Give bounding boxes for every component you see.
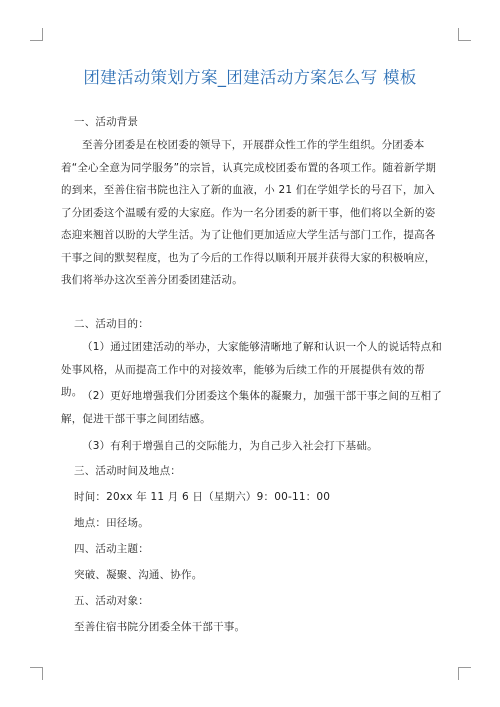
section-heading-purpose: 二、活动目的： bbox=[74, 318, 149, 330]
section-heading-theme: 四、活动主题： bbox=[74, 543, 149, 555]
paragraph-background: 至善分团委是在校团委的领导下，开展群众性工作的学生组织。分团委本着“全心全意为同学服务”的宗旨，认真完成校团委布置的各项工作。随着新学期的到来，至善住宿书院也注入了新的血液，小 21 们在学姐学长的号召下，加入了分团委这个温暖有爱的大家庭。作为一名分团委的新干事，他们将以全新的姿态迎来翘首以盼的大学生活。为了让他们更加适应大学生活与部门工作，提高各干事之间的默契程度，也为了今后的工作得以顺利开展并获得大家的积极响应，我们将举办这次至善分团委团建活动。 bbox=[61, 139, 437, 286]
theme-text: 突破、凝聚、沟通、协作。 bbox=[74, 569, 203, 581]
page-corner-mark-top-right bbox=[458, 28, 471, 41]
page-corner-mark-bottom-left bbox=[30, 667, 43, 680]
paragraph-purpose-3: （3）有利于增强自己的交际能力，为自己步入社会打下基础。 bbox=[82, 440, 378, 452]
time-text: 时间：20xx 年 11 月 6 日（星期六）9：00-11：00 bbox=[74, 491, 331, 503]
section-heading-background: 一、活动背景 bbox=[74, 116, 139, 128]
page-corner-mark-bottom-right bbox=[458, 667, 471, 680]
paragraph-purpose-1: （1）通过团建活动的举办，大家能够清晰地了解和认识一个人的说话特点和处事风格，从而提高工作中的对接效率，能够为后续工作的开展提供有效的帮助。 bbox=[61, 341, 442, 398]
section-heading-time-place: 三、活动时间及地点： bbox=[74, 465, 181, 477]
paragraph-purpose-2: （2）更好地增强我们分团委这个集体的凝聚力，加强干部干事之间的互相了解，促进干部干事之间团结感。 bbox=[61, 390, 442, 425]
document-title: 团建活动策划方案_团建活动方案怎么写 模板 bbox=[83, 68, 417, 87]
section-heading-target: 五、活动对象： bbox=[74, 595, 149, 607]
page-corner-mark-top-left bbox=[30, 28, 43, 41]
place-text: 地点：田径场。 bbox=[74, 517, 149, 529]
target-text: 至善住宿书院分团委全体干部干事。 bbox=[74, 621, 246, 633]
